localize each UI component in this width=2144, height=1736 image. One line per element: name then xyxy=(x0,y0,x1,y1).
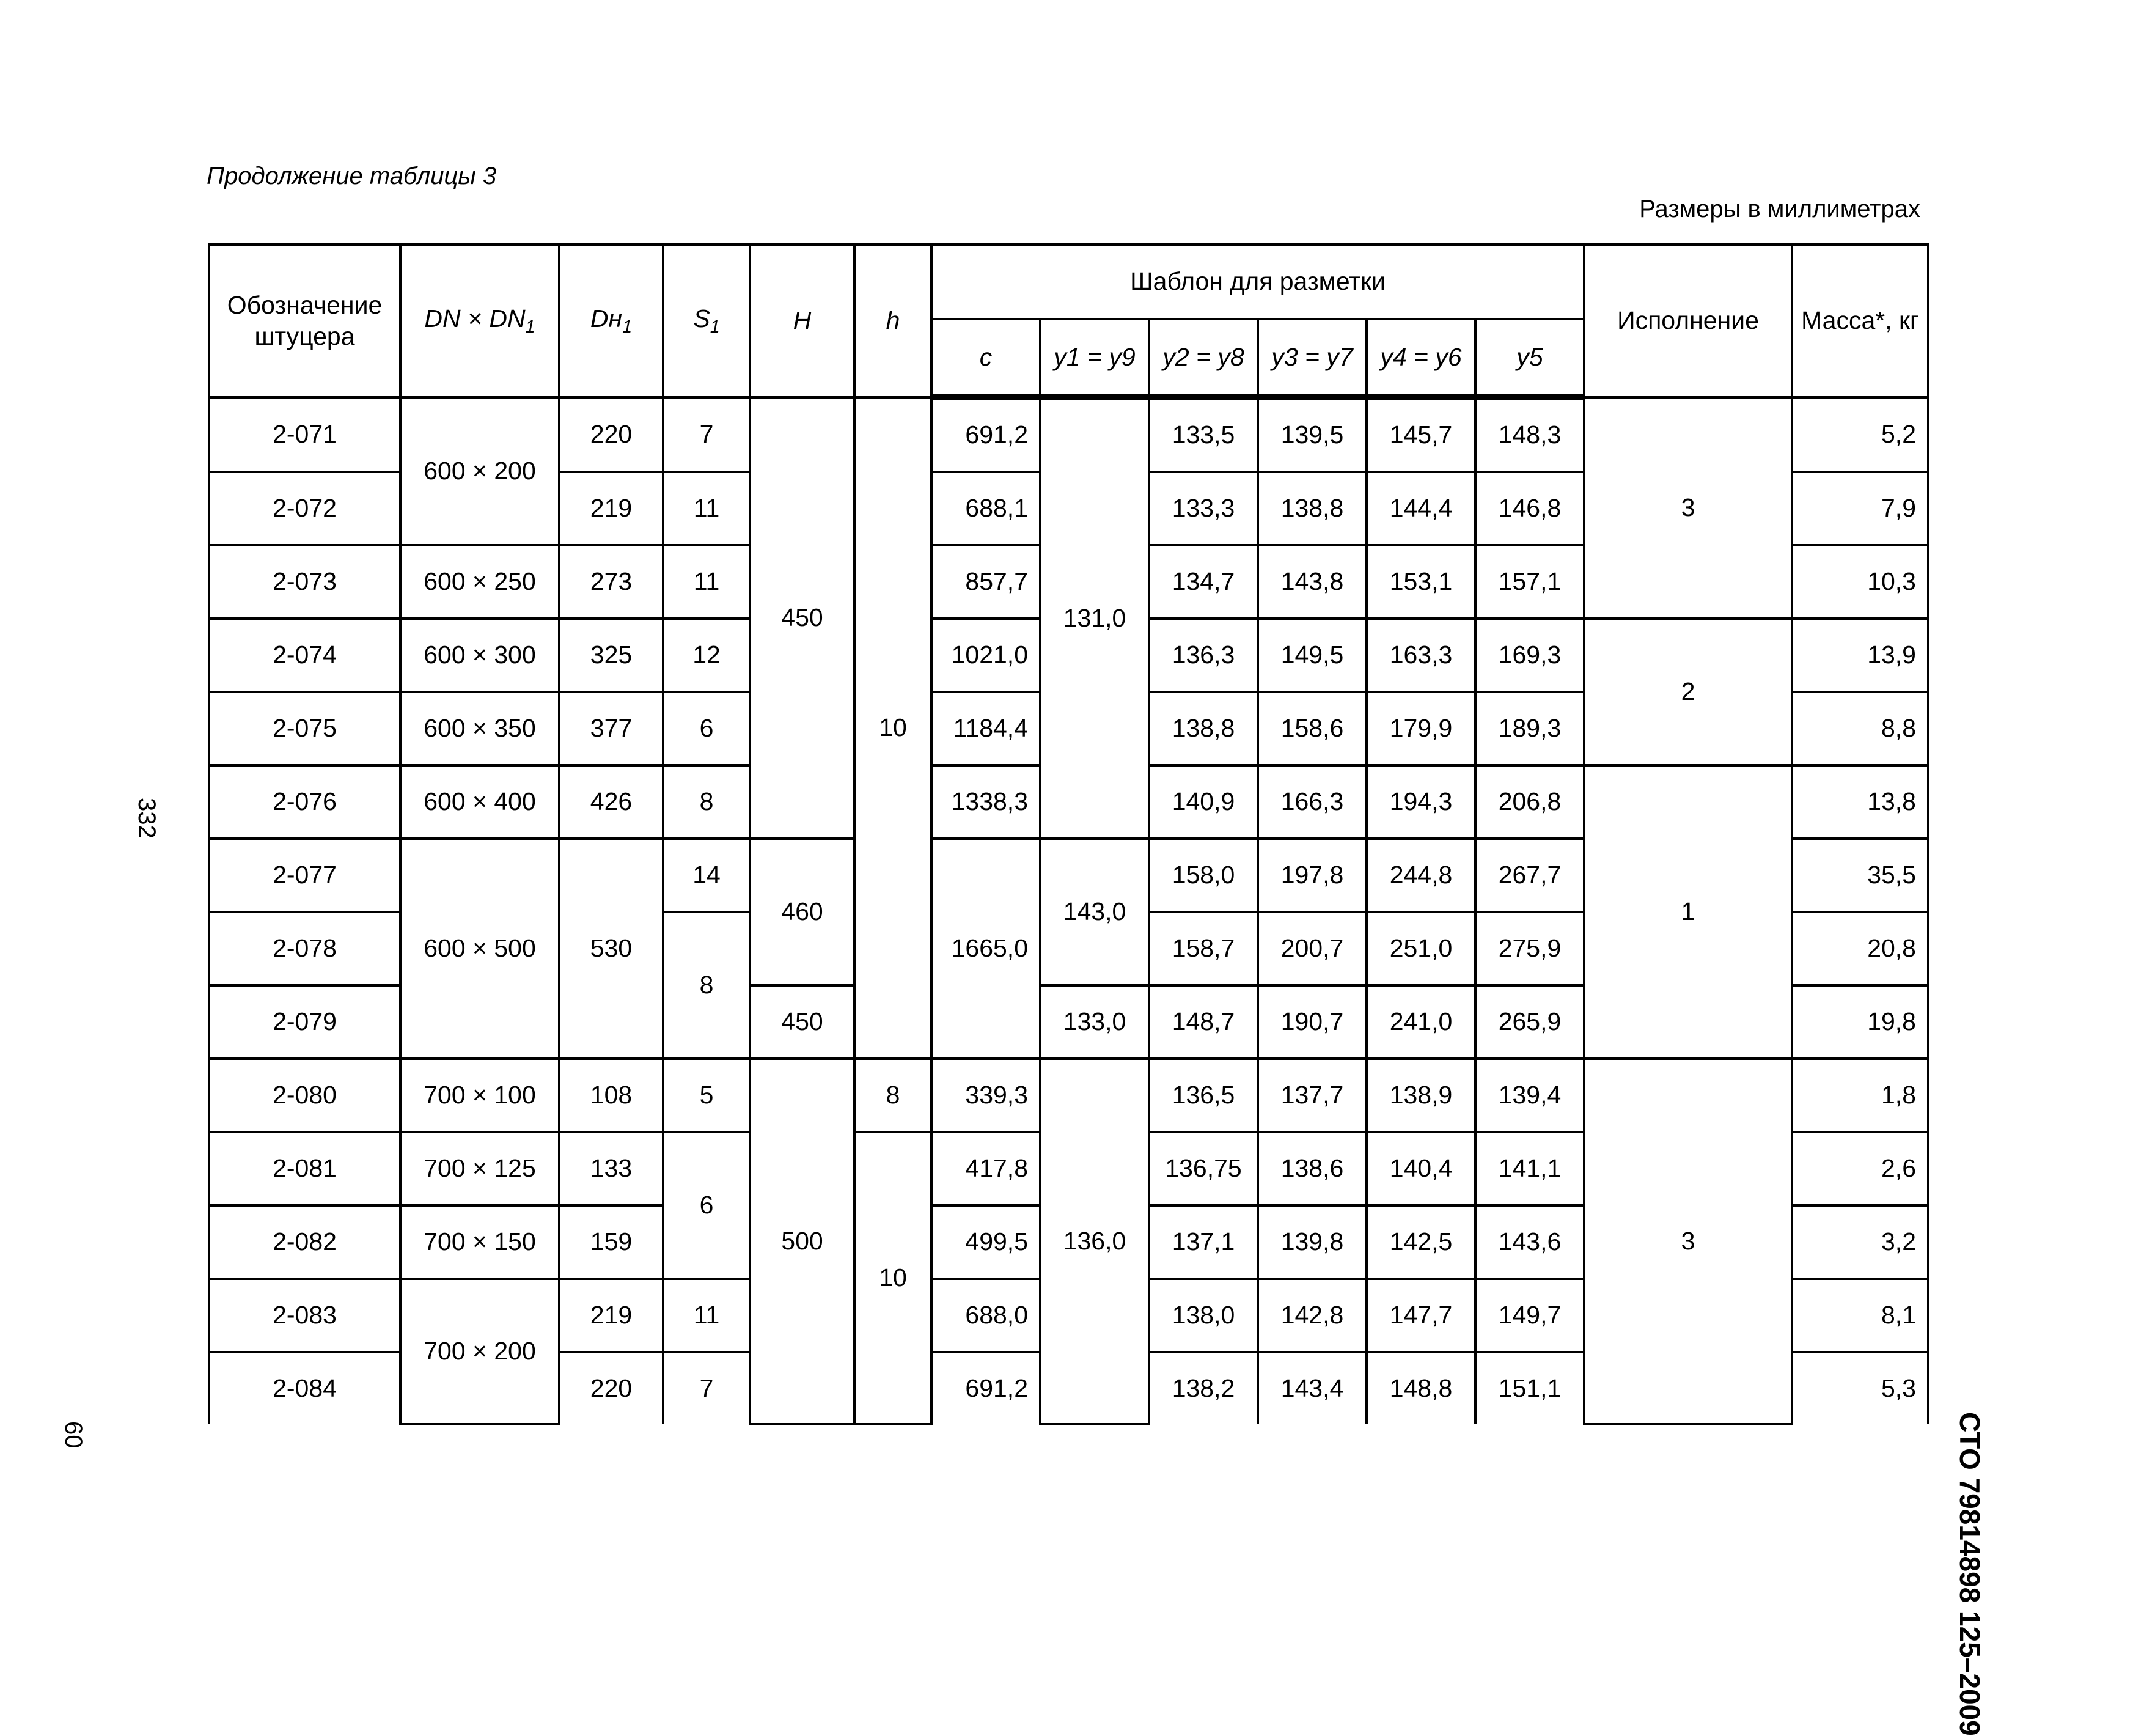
cell-mass: 5,2 xyxy=(1792,397,1928,473)
cell-y3: 200,7 xyxy=(1258,912,1367,985)
cell-y4: 194,3 xyxy=(1367,765,1475,839)
header-s-text: S xyxy=(693,304,710,333)
cell-dn: 600 × 350 xyxy=(400,692,559,765)
header-c: c xyxy=(931,319,1040,397)
cell-dh: 377 xyxy=(559,692,663,765)
cell-y2: 138,0 xyxy=(1149,1279,1258,1352)
cell-y4: 179,9 xyxy=(1367,692,1475,765)
cell-dh: 220 xyxy=(559,397,663,473)
cell-y4: 145,7 xyxy=(1367,397,1475,473)
header-dn xyxy=(400,245,559,397)
header-row xyxy=(209,245,1928,319)
cell-id: 2-084 xyxy=(209,1352,400,1424)
cell-y3: 139,5 xyxy=(1258,397,1367,473)
cell-mass: 7,9 xyxy=(1792,472,1928,545)
header-dh-text: Dн xyxy=(590,304,623,333)
cell-H: 450 xyxy=(750,397,854,839)
cell-y5: 143,6 xyxy=(1475,1205,1584,1279)
cell-c: 691,2 xyxy=(931,397,1040,473)
cell-id: 2-074 xyxy=(209,619,400,692)
cell-dn: 600 × 500 xyxy=(400,839,559,1059)
cell-id: 2-080 xyxy=(209,1059,400,1132)
cell-y5: 146,8 xyxy=(1475,472,1584,545)
cell-y1: 131,0 xyxy=(1040,397,1149,839)
cell-mass: 3,2 xyxy=(1792,1205,1928,1279)
cell-dh: 133 xyxy=(559,1132,663,1205)
cell-dn: 700 × 125 xyxy=(400,1132,559,1205)
cell-y5: 265,9 xyxy=(1475,985,1584,1059)
cell-mass: 35,5 xyxy=(1792,839,1928,912)
cell-dh: 219 xyxy=(559,472,663,545)
header-y4: y4 = y6 xyxy=(1367,319,1475,397)
cell-y3: 143,4 xyxy=(1258,1352,1367,1424)
header-mass: Масса*, кг xyxy=(1792,245,1928,397)
header-dh xyxy=(559,245,663,397)
header-y1: y1 = y9 xyxy=(1040,319,1149,397)
cell-y4: 142,5 xyxy=(1367,1205,1475,1279)
cell-dh: 325 xyxy=(559,619,663,692)
cell-c: 1665,0 xyxy=(931,839,1040,1059)
page-number-60: 60 xyxy=(60,1421,87,1449)
cell-y2: 133,5 xyxy=(1149,397,1258,473)
cell-s: 8 xyxy=(663,912,750,1059)
cell-s: 11 xyxy=(663,1279,750,1352)
cell-y3: 149,5 xyxy=(1258,619,1367,692)
cell-id: 2-082 xyxy=(209,1205,400,1279)
cell-y3: 138,6 xyxy=(1258,1132,1367,1205)
cell-y4: 244,8 xyxy=(1367,839,1475,912)
cell-mass: 1,8 xyxy=(1792,1059,1928,1132)
cell-mass: 2,6 xyxy=(1792,1132,1928,1205)
header-y2: y2 = y8 xyxy=(1149,319,1258,397)
table-row xyxy=(209,1059,1928,1132)
cell-mass: 13,9 xyxy=(1792,619,1928,692)
page-number-332: 332 xyxy=(133,798,160,839)
cell-c: 499,5 xyxy=(931,1205,1040,1279)
cell-s: 8 xyxy=(663,765,750,839)
cell-y4: 140,4 xyxy=(1367,1132,1475,1205)
cell-dh: 220 xyxy=(559,1352,663,1424)
cell-y2: 148,7 xyxy=(1149,985,1258,1059)
cell-y5: 139,4 xyxy=(1475,1059,1584,1132)
cell-y5: 151,1 xyxy=(1475,1352,1584,1424)
cell-s: 6 xyxy=(663,692,750,765)
cell-c: 688,0 xyxy=(931,1279,1040,1352)
cell-y4: 147,7 xyxy=(1367,1279,1475,1352)
cell-y3: 158,6 xyxy=(1258,692,1367,765)
cell-s: 5 xyxy=(663,1059,750,1132)
cell-mass: 8,8 xyxy=(1792,692,1928,765)
cell-mass: 8,1 xyxy=(1792,1279,1928,1352)
cell-s: 7 xyxy=(663,397,750,473)
cell-y4: 153,1 xyxy=(1367,545,1475,619)
cell-dh: 159 xyxy=(559,1205,663,1279)
cell-y1: 143,0 xyxy=(1040,839,1149,985)
cell-y2: 134,7 xyxy=(1149,545,1258,619)
cell-y3: 138,8 xyxy=(1258,472,1367,545)
cell-id: 2-083 xyxy=(209,1279,400,1352)
cell-y5: 169,3 xyxy=(1475,619,1584,692)
cell-c: 857,7 xyxy=(931,545,1040,619)
cell-y2: 158,0 xyxy=(1149,839,1258,912)
cell-y5: 148,3 xyxy=(1475,397,1584,473)
cell-y2: 133,3 xyxy=(1149,472,1258,545)
cell-mass: 20,8 xyxy=(1792,912,1928,985)
cell-y1: 133,0 xyxy=(1040,985,1149,1059)
cell-dh: 219 xyxy=(559,1279,663,1352)
cell-H: 450 xyxy=(750,985,854,1059)
cell-y2: 140,9 xyxy=(1149,765,1258,839)
cell-y4: 148,8 xyxy=(1367,1352,1475,1424)
cell-y3: 139,8 xyxy=(1258,1205,1367,1279)
cell-s: 12 xyxy=(663,619,750,692)
cell-y4: 138,9 xyxy=(1367,1059,1475,1132)
cell-y4: 144,4 xyxy=(1367,472,1475,545)
standard-code: СТО 79814898 125–2009 xyxy=(1954,1412,1986,1736)
cell-dh: 273 xyxy=(559,545,663,619)
cell-y5: 275,9 xyxy=(1475,912,1584,985)
header-y5: y5 xyxy=(1475,319,1584,397)
cell-y4: 163,3 xyxy=(1367,619,1475,692)
cell-dn: 600 × 200 xyxy=(400,397,559,546)
cell-id: 2-076 xyxy=(209,765,400,839)
header-execution: Исполнение xyxy=(1584,245,1792,397)
dimensions-table xyxy=(208,243,1929,1425)
cell-dn: 700 × 150 xyxy=(400,1205,559,1279)
cell-mass: 19,8 xyxy=(1792,985,1928,1059)
cell-s: 6 xyxy=(663,1132,750,1279)
cell-h: 10 xyxy=(854,1132,931,1424)
cell-y1: 136,0 xyxy=(1040,1059,1149,1424)
cell-y5: 206,8 xyxy=(1475,765,1584,839)
cell-y5: 267,7 xyxy=(1475,839,1584,912)
cell-s: 11 xyxy=(663,472,750,545)
cell-y4: 241,0 xyxy=(1367,985,1475,1059)
cell-y2: 138,8 xyxy=(1149,692,1258,765)
cell-y2: 136,75 xyxy=(1149,1132,1258,1205)
cell-y3: 137,7 xyxy=(1258,1059,1367,1132)
header-dn-text: DN × DN xyxy=(424,304,526,333)
cell-dn: 700 × 100 xyxy=(400,1059,559,1132)
cell-id: 2-072 xyxy=(209,472,400,545)
cell-exec: 3 xyxy=(1584,397,1792,619)
cell-s: 7 xyxy=(663,1352,750,1424)
cell-s: 11 xyxy=(663,545,750,619)
cell-id: 2-073 xyxy=(209,545,400,619)
cell-dh: 530 xyxy=(559,839,663,1059)
cell-y5: 141,1 xyxy=(1475,1132,1584,1205)
cell-y5: 157,1 xyxy=(1475,545,1584,619)
cell-exec: 1 xyxy=(1584,765,1792,1059)
header-s xyxy=(663,245,750,397)
cell-id: 2-077 xyxy=(209,839,400,912)
header-s-sub: 1 xyxy=(710,317,720,337)
cell-H: 460 xyxy=(750,839,854,985)
cell-y2: 158,7 xyxy=(1149,912,1258,985)
cell-y4: 251,0 xyxy=(1367,912,1475,985)
cell-c: 1184,4 xyxy=(931,692,1040,765)
cell-h: 8 xyxy=(854,1059,931,1132)
table-caption: Продолжение таблицы 3 xyxy=(207,163,497,189)
cell-c: 339,3 xyxy=(931,1059,1040,1132)
cell-id: 2-081 xyxy=(209,1132,400,1205)
cell-y3: 190,7 xyxy=(1258,985,1367,1059)
cell-c: 1021,0 xyxy=(931,619,1040,692)
cell-mass: 10,3 xyxy=(1792,545,1928,619)
cell-H: 500 xyxy=(750,1059,854,1424)
header-dh-sub: 1 xyxy=(622,317,633,337)
header-H: H xyxy=(750,245,854,397)
cell-mass: 5,3 xyxy=(1792,1352,1928,1424)
cell-mass: 13,8 xyxy=(1792,765,1928,839)
cell-s: 14 xyxy=(663,839,750,912)
cell-y5: 189,3 xyxy=(1475,692,1584,765)
cell-y3: 143,8 xyxy=(1258,545,1367,619)
cell-c: 417,8 xyxy=(931,1132,1040,1205)
cell-id: 2-078 xyxy=(209,912,400,985)
cell-y3: 197,8 xyxy=(1258,839,1367,912)
cell-y5: 149,7 xyxy=(1475,1279,1584,1352)
header-template: Шаблон для разметки xyxy=(931,245,1584,319)
cell-exec: 2 xyxy=(1584,619,1792,765)
header-h: h xyxy=(854,245,931,397)
cell-id: 2-075 xyxy=(209,692,400,765)
header-dn-sub: 1 xyxy=(525,317,535,337)
cell-y2: 137,1 xyxy=(1149,1205,1258,1279)
cell-y2: 136,5 xyxy=(1149,1059,1258,1132)
cell-y2: 136,3 xyxy=(1149,619,1258,692)
cell-y2: 138,2 xyxy=(1149,1352,1258,1424)
cell-dh: 426 xyxy=(559,765,663,839)
header-designation: Обозначение штуцера xyxy=(209,245,400,397)
cell-c: 691,2 xyxy=(931,1352,1040,1424)
cell-y3: 142,8 xyxy=(1258,1279,1367,1352)
cell-dn: 700 × 200 xyxy=(400,1279,559,1424)
cell-c: 1338,3 xyxy=(931,765,1040,839)
cell-id: 2-071 xyxy=(209,397,400,473)
cell-y3: 166,3 xyxy=(1258,765,1367,839)
cell-exec: 3 xyxy=(1584,1059,1792,1424)
cell-dn: 600 × 300 xyxy=(400,619,559,692)
cell-dh: 108 xyxy=(559,1059,663,1132)
cell-h: 10 xyxy=(854,397,931,1059)
cell-id: 2-079 xyxy=(209,985,400,1059)
table-row xyxy=(209,397,1928,473)
header-y3: y3 = y7 xyxy=(1258,319,1367,397)
cell-c: 688,1 xyxy=(931,472,1040,545)
cell-dn: 600 × 400 xyxy=(400,765,559,839)
cell-dn: 600 × 250 xyxy=(400,545,559,619)
units-note: Размеры в миллиметрах xyxy=(1639,196,1920,223)
